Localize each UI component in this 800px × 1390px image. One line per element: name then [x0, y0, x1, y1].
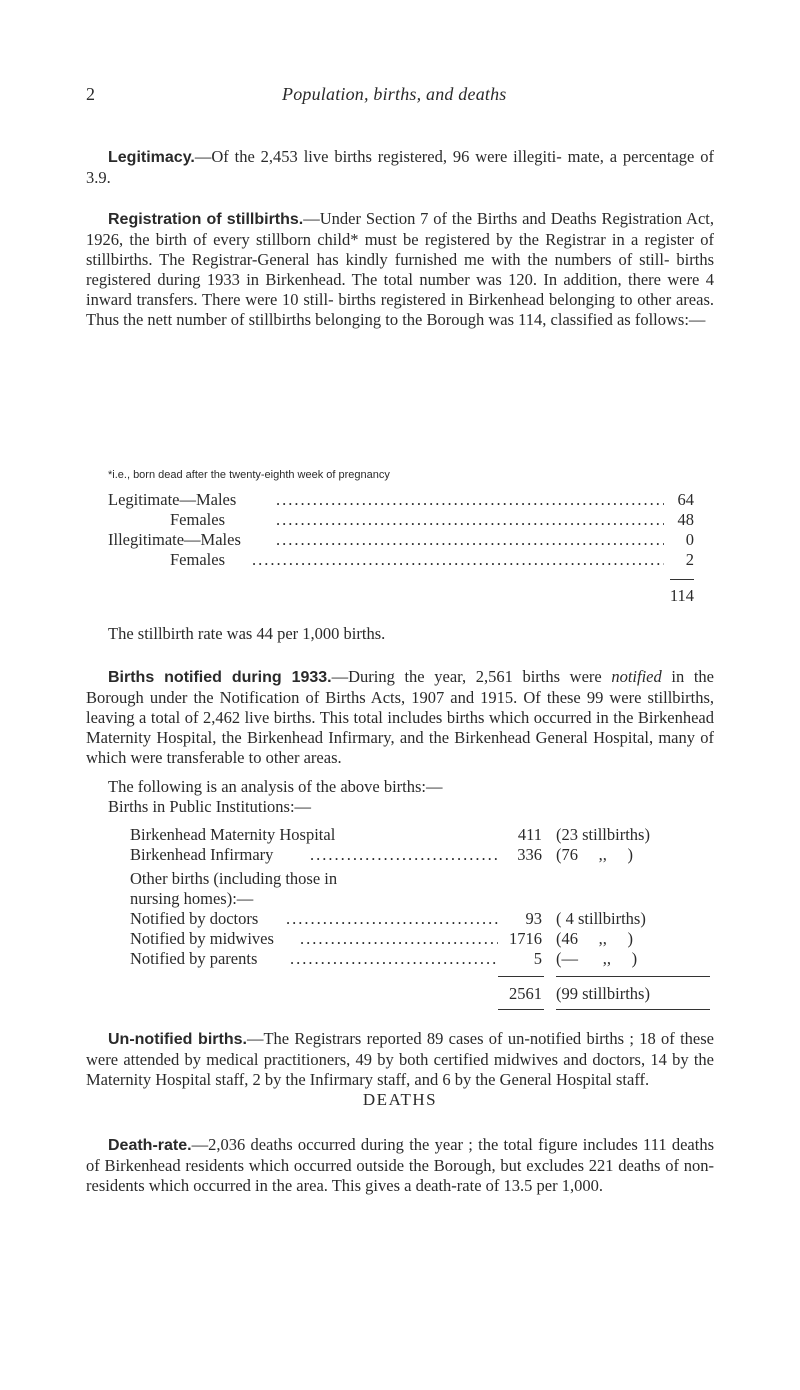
table-value: 64 — [677, 490, 694, 509]
table-note: (46 ,, ) — [556, 929, 633, 948]
death-rate-text: —2,036 deaths occurred during the year ; the total figure includes 111 deaths of Birkenhead residents which occurred outside the Borough, but excludes 221 deaths of non-residents which occurred in the area. This gives a death-rate of 13.5 per 1,000. — [86, 1135, 714, 1195]
births-notified-heading: Births notified during 1933. — [108, 669, 332, 686]
analysis-total: 2561 — [509, 984, 542, 1003]
table-note: (76 ,, ) — [556, 845, 633, 864]
table-value: 1716 — [509, 929, 542, 948]
dot-leader — [276, 530, 664, 550]
table-row: Birkenhead Infirmary — [130, 845, 274, 864]
stillbirth-registration-paragraph — [86, 209, 714, 330]
dot-leader — [252, 550, 664, 570]
footnote: *i.e., born dead after the twenty-eighth week of pregnancy — [108, 469, 390, 481]
page-number: 2 — [86, 84, 95, 104]
legitimacy-heading: Legitimacy. — [108, 149, 195, 166]
legitimacy-text: —Of the 2,453 live births registered, 96 were illegiti- mate, a percentage of 3.9. — [86, 147, 714, 187]
table-row: Notified by parents — [130, 949, 258, 968]
running-title: Population, births, and deaths — [282, 84, 507, 104]
unnotified-text: —The Registrars reported 89 cases of un-notified births ; 18 of these were attended by medical practitioners, 49 by both certified midwives and doctors, 14 by the Maternity Hospital staff, 2 by the Infirmary staff, and 6 by the General Hospital staff. — [86, 1029, 714, 1089]
dot-leader — [276, 510, 664, 530]
dot-leader — [300, 929, 498, 949]
table-value: 93 — [525, 909, 542, 928]
births-notified-text-2: in the Borough under the Notification of Births Acts, 1907 and 1915. Of these 99 were stillbirths, leaving a total of 2,462 live births. This total includes births which occurred in the Birkenhead Maternity Hospital, the Birkenhead Infirmary, and the Birkenhead General Hospital, many of which were transferable to other areas. — [86, 667, 714, 767]
total-rule — [556, 1009, 710, 1010]
table-row: Notified by midwives — [130, 929, 274, 948]
analysis-total-note: (99 stillbirths) — [556, 984, 650, 1003]
unnotified-heading: Un-notified births. — [108, 1031, 247, 1048]
death-rate-paragraph — [86, 1135, 714, 1196]
other-births-heading-2: nursing homes):— — [130, 889, 254, 908]
deaths-section-title: DEATHS — [362, 1090, 438, 1109]
sum-rule — [498, 976, 544, 977]
dot-leader — [310, 845, 498, 865]
analysis-intro: The following is an analysis of the above births:— — [108, 777, 443, 796]
unnotified-paragraph — [86, 1029, 714, 1090]
legitimacy-paragraph — [86, 147, 714, 188]
death-rate-heading: Death-rate. — [108, 1137, 192, 1154]
table-total: 114 — [669, 586, 694, 605]
stillbirth-rate-line: The stillbirth rate was 44 per 1,000 births. — [108, 624, 386, 643]
births-notified-text-1: —During the year, 2,561 births were — [331, 667, 612, 686]
notified-word: notified — [611, 667, 662, 686]
table-value: 48 — [677, 510, 694, 529]
table-row: Illegitimate—Males — [108, 530, 241, 549]
stillbirth-registration-heading: Registration of stillbirths. — [108, 211, 304, 228]
sum-rule — [556, 976, 710, 977]
table-note: ( 4 stillbirths) — [556, 909, 646, 928]
total-rule — [498, 1009, 544, 1010]
dot-leader — [290, 949, 498, 969]
public-institutions-heading: Births in Public Institutions:— — [108, 797, 312, 816]
table-row: Females — [170, 510, 225, 529]
births-notified-paragraph — [86, 667, 714, 768]
table-row: Notified by doctors — [130, 909, 259, 928]
table-value: 411 — [517, 825, 542, 844]
table-note: (— ,, ) — [556, 949, 638, 968]
table-row: Birkenhead Maternity Hospital — [130, 825, 336, 844]
other-births-heading-1: Other births (including those in — [130, 869, 338, 888]
table-row: Legitimate—Males — [108, 490, 237, 509]
sum-rule — [670, 579, 694, 580]
table-value: 2 — [685, 550, 694, 569]
table-value: 5 — [533, 949, 542, 968]
table-value: 0 — [685, 530, 694, 549]
table-note: (23 stillbirths) — [556, 825, 650, 844]
dot-leader — [286, 909, 498, 929]
table-value: 336 — [517, 845, 542, 864]
stillbirth-registration-text: —Under Section 7 of the Births and Deaths Registration Act, 1926, the birth of every stillborn child* must be registered by the Registrar in a register of stillbirths. The Registrar-General has kindly furnished me with the numbers of still- births registered during 1933 in Birkenhead. The total number was 120. In addition, there were 4 inward transfers. There were 10 still- births registered in Birkenhead belonging to other areas. Thus the nett number of stillbirths belonging to the Borough was 114, classified as follows:— — [86, 209, 714, 329]
table-row: Females — [170, 550, 225, 569]
dot-leader — [276, 490, 664, 510]
running-header — [86, 84, 726, 110]
